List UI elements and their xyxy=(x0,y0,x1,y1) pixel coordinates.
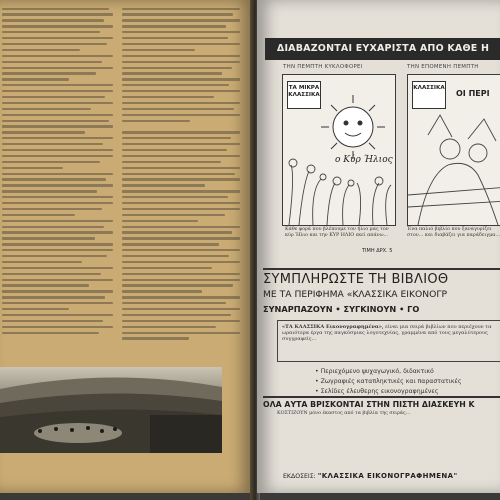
feature-item: • Σελίδες έλευθερης εικονογραφημένες xyxy=(315,388,439,395)
left-text-column-2 xyxy=(122,4,240,358)
footer-label: ΕΚΔΟΣΕΙΣ: xyxy=(283,473,316,480)
advert-banner: ΔΙΑΒΑΖΟΝΤΑΙ ΕΥΧΑΡΙΣΤΑ ΑΠΟ ΚΑΘΕ Η xyxy=(265,38,500,60)
box-text: είναι μια σειρά βιβλίων που περιέχουν τα ωραιότερα έργα της παγκόσμιας λογοτεχνίας, γραμμένα από τους μεγαλύτερους συγγραφείς... xyxy=(282,324,492,342)
left-page xyxy=(0,0,253,493)
footer-publisher-name: "ΚΛΑΣΣΙΚΑ ΕΙΚΟΝΟΓΡΑΦΗΜΕΝΑ" xyxy=(317,472,458,480)
description-box xyxy=(277,320,500,362)
availability-heading: ΟΛΑ ΑΥΤΑ ΒΡΙΣΚΟΝΤΑΙ ΣΤΗΝ ΠΙΣΤΗ ΔΙΑΣΚΕΥΗ Κ xyxy=(263,400,475,409)
box-heading: «ΤΑ ΚΛΑΣΣΙΚΑ Εικονογραφημένα», xyxy=(282,324,384,330)
headline-slogans: ΣΥΝΑΡΠΑΖΟΥΝ • ΣΥΓΚΙΝΟΥΝ • ΓΟ xyxy=(263,304,420,314)
headline-complete-library: ΣΥΜΠΛΗΡΩΣΤΕ ΤΗ ΒΙΒΛΙΟΘ xyxy=(263,272,449,287)
cover-logo-right: ΚΛΑΣΣΙΚΑ xyxy=(412,81,446,109)
ancient-theater-photo xyxy=(0,367,222,453)
cover-logo-left: ΤΑ ΜΙΚΡΑ ΚΛΑΣΣΙΚΑ xyxy=(287,81,321,109)
right-page xyxy=(257,0,500,493)
feature-item: • Ζωγραφιές καταπληκτικές και παραστατικές xyxy=(315,378,462,385)
publisher-footer xyxy=(283,472,500,480)
left-text-column-1 xyxy=(2,4,113,358)
feature-item: • Περιεχόμενο ψυχαγωγικό, διδακτικό xyxy=(315,368,434,375)
caption-right: Ένα παλιό βιβλίο που ξαναγυρίζει στον... και διαβάζει για παράδειγμα... xyxy=(407,227,500,238)
caption-left: Κάθε φορά που βλέπουμε τον ήλιο μας τον κύρ Ήλιο και την ΚΥΡ ΗΛΙΟ εκεί απάνω... xyxy=(285,227,389,238)
comic-cover-kyr-ilios xyxy=(282,74,396,226)
subheading-left: ΤΗΝ ΠΕΜΠΤΗ ΚΥΚΛΟΦΟΡΕΙ xyxy=(283,64,363,70)
comic-cover-second xyxy=(407,74,500,226)
cover-title-right: ΟΙ ΠΕΡΙ xyxy=(456,89,490,98)
headline-famous-classics: ΜΕ ΤΑ ΠΕΡΙΦΗΜΑ «ΚΛΑΣΣΙΚΑ ΕΙΚΟΝΟΓΡ xyxy=(263,289,448,300)
divider-top xyxy=(263,268,500,270)
subheading-right: ΤΗΝ ΕΠΟΜΕΝΗ ΠΕΜΠΤΗ xyxy=(407,64,479,70)
cover-title-left: ο Κύρ Ήλιος xyxy=(335,155,393,165)
price-label: ΤΙΜΗ ΔΡΧ. 5 xyxy=(362,248,393,254)
feature-list xyxy=(315,367,462,397)
availability-text: ΚΟΣΤΙΖΟΥΝ μόνο έκαστος από τα βιβλία της σειράς... xyxy=(277,411,411,416)
